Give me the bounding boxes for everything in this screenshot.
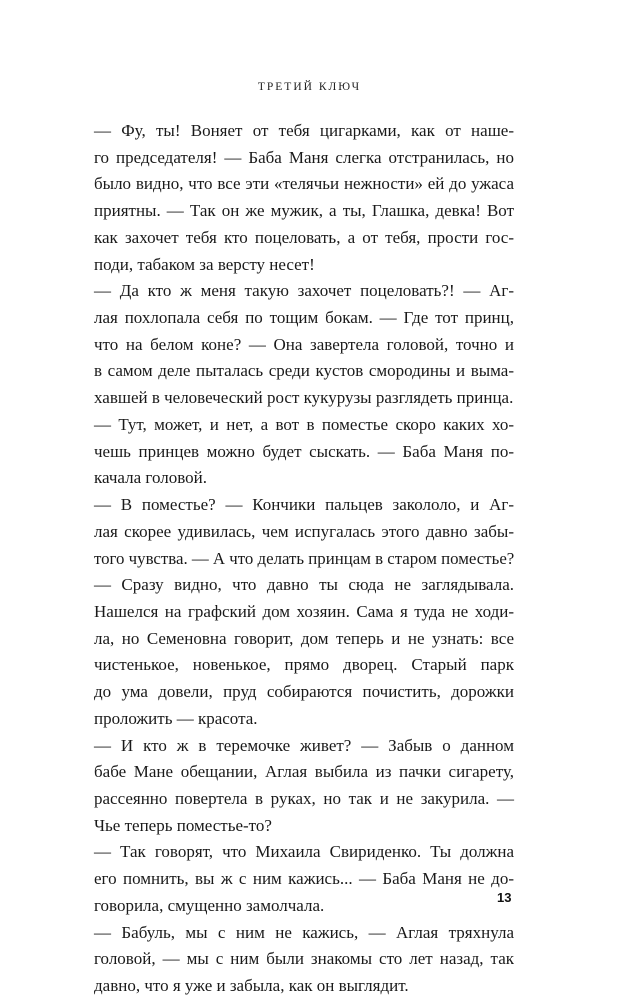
text-line: Чье теперь поместье-то?	[94, 815, 272, 835]
text-line: давно, что я уже и забыла, как он выглядит.	[94, 976, 409, 995]
text-line: — Так говорят, что Михаила Свириденко. Ты должна	[94, 842, 514, 862]
text-line: бабе Мане обещании, Аглая выбила из пачки сигарету,	[94, 762, 514, 782]
text-line: что на белом коне? — Она завертела головой, точно и	[94, 334, 514, 354]
text-line: — Да кто ж меня такую захочет поцеловать?! — Аг-	[94, 281, 514, 301]
text-line: его помнить, вы ж с ним кажись... — Баба Маня не до-	[94, 869, 514, 889]
body-text	[94, 118, 514, 1000]
text-line: — Сразу видно, что давно ты сюда не заглядывала.	[94, 575, 514, 595]
running-head: ТРЕТИЙ КЛЮЧ	[257, 81, 362, 93]
text-line: — Тут, может, и нет, а вот в поместье скоро каких хо-	[94, 414, 514, 434]
text-line: — В поместье? — Кончики пальцев закололо, и Аг-	[94, 495, 514, 515]
text-line: го председателя! — Баба Маня слегка отстранилась, но	[94, 147, 514, 167]
text-line: поди, табаком за версту несет!	[94, 254, 315, 274]
page-number: 13	[497, 890, 512, 905]
text-line: хавшей в человеческий рост кукурузы разглядеть принца.	[94, 388, 514, 408]
text-line: рассеянно повертела в руках, но так и не закурила. —	[94, 788, 514, 808]
text-line: лая похлопала себя по тощим бокам. — Где тот принц,	[94, 308, 514, 328]
text-line: чистенькое, новенькое, прямо дворец. Старый парк	[94, 655, 514, 675]
text-line: — Бабуль, мы с ним не кажись, — Аглая тряхнула	[94, 922, 514, 942]
text-line: ла, но Семеновна говорит, дом теперь и не узнать: все	[94, 628, 514, 648]
text-line: было видно, что все эти «телячьи нежности» ей до ужаса	[94, 174, 514, 194]
text-line: — Фу, ты! Воняет от тебя цигарками, как от наше-	[94, 121, 514, 140]
text-line: лая скорее удивилась, чем испугалась этого давно забы-	[94, 521, 514, 541]
text-line: — И кто ж в теремочке живет? — Забыв о данном	[94, 735, 514, 755]
text-line: приятны. — Так он же мужик, а ты, Глашка, девка! Вот	[94, 201, 514, 221]
text-line: головой, — мы с ним были знакомы сто лет назад, так	[94, 949, 514, 969]
text-line: говорила, смущенно замолчала.	[94, 895, 325, 915]
text-line: до ума довели, пруд собираются почистить, дорожки	[94, 682, 514, 702]
text-line: чешь принцев можно будет сыскать. — Баба Маня по-	[94, 441, 514, 461]
text-line: как захочет тебя кто поцеловать, а от тебя, прости гос-	[94, 227, 514, 247]
text-line: того чувства. — А что делать принцам в старом поместье?	[94, 548, 515, 568]
text-line: Нашелся на графский дом хозяин. Сама я туда не ходи-	[94, 601, 514, 621]
text-line: проложить — красота.	[94, 708, 258, 728]
text-line: качала головой.	[94, 468, 207, 488]
text-line: в самом деле пыталась среди кустов смородины и выма-	[94, 361, 514, 381]
